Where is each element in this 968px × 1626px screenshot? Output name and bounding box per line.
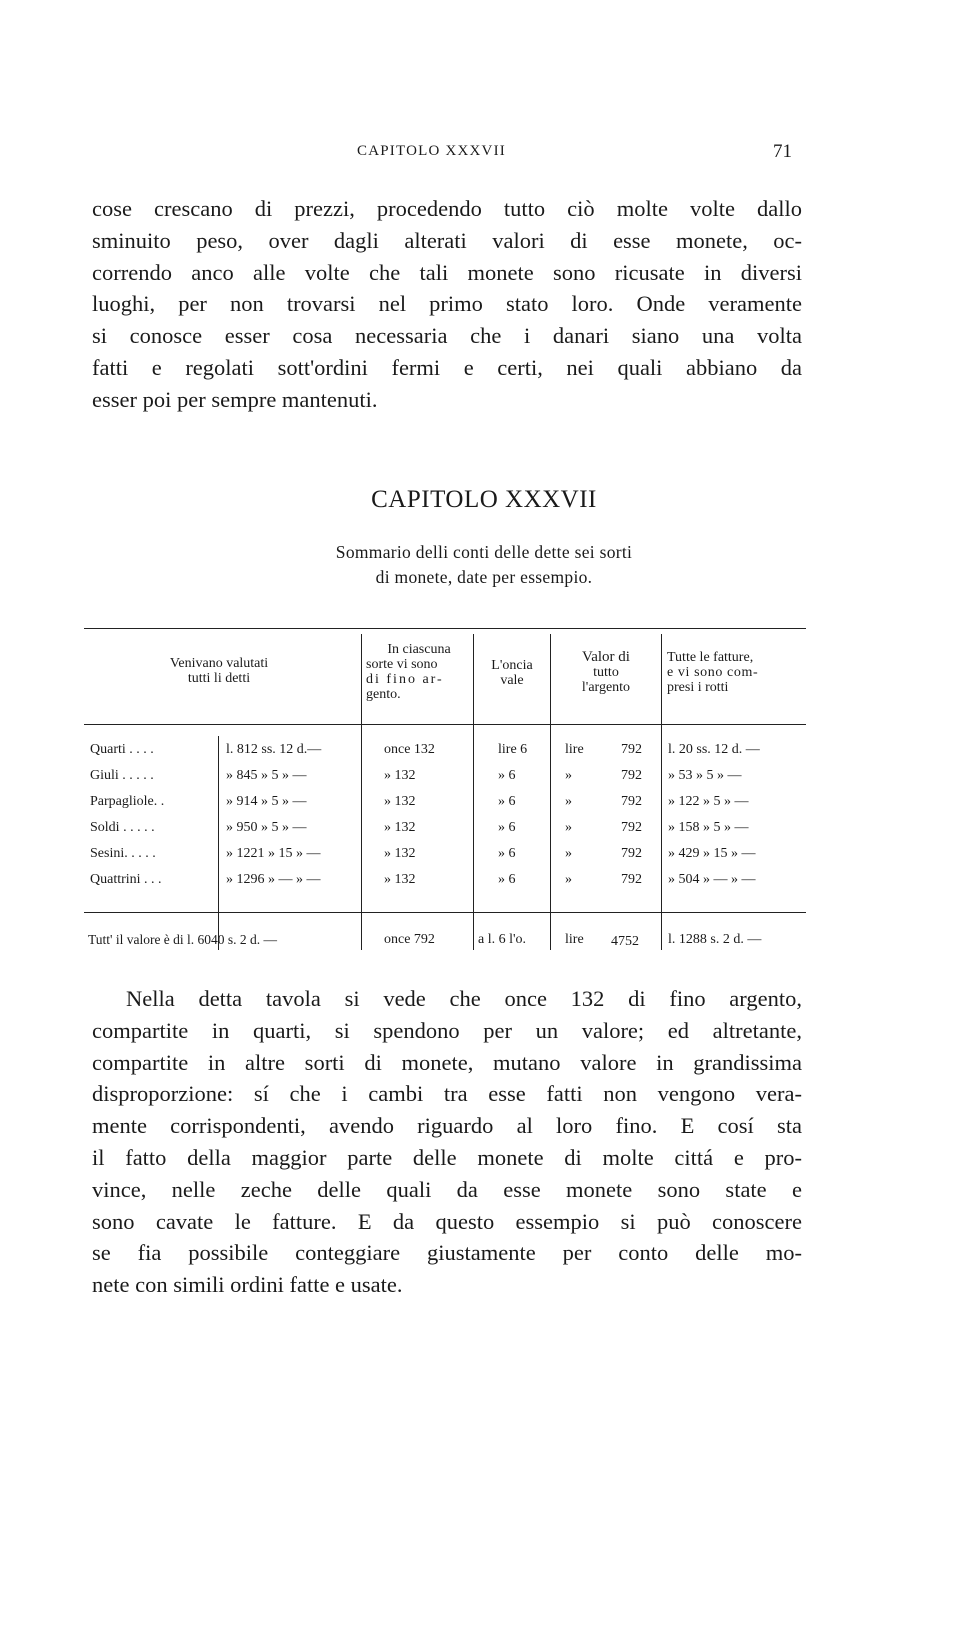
- table-cell-value: 792: [621, 742, 642, 757]
- table-cell-fees: » 53 » 5 » —: [668, 768, 742, 783]
- table-cell-valued: » 1221 » 15 » —: [226, 846, 321, 861]
- table-cell-valued: » 950 » 5 » —: [226, 820, 307, 835]
- table-cell-coin: Sesini. . . . .: [90, 846, 156, 861]
- table-cell-ounces: » 132: [384, 846, 416, 861]
- column-divider: [550, 634, 551, 950]
- table-cell-per-ounce: » 6: [498, 768, 516, 783]
- table-cell-coin: Quarti . . . .: [90, 742, 154, 757]
- total-per-ounce: a l. 6 l'o.: [478, 932, 527, 947]
- text-line: sono cavate le fatture. E da questo essempio si può conoscere: [92, 1208, 802, 1234]
- summary-line: di monete, date per essempio.: [375, 567, 593, 587]
- table-cell-value: 792: [621, 768, 642, 783]
- total-value-unit: lire: [565, 932, 584, 947]
- page-number: 71: [773, 141, 792, 162]
- table-cell-value-unit: »: [565, 846, 572, 861]
- table-cell-ounces: » 132: [384, 794, 416, 809]
- chapter-heading: CAPITOLO XXXVII: [371, 486, 597, 513]
- running-head: [0, 143, 968, 167]
- table-cell-per-ounce: lire 6: [498, 742, 528, 757]
- table-cell-value-unit: »: [565, 768, 572, 783]
- text-line: Nella detta tavola si vede che once 132 di fino argento,: [126, 986, 802, 1011]
- header-col3: L'oncia vale: [491, 658, 533, 688]
- text-line: correndo anco alle volte che tali monete sono ricusate in diversi: [92, 259, 802, 285]
- table-cell-value: 792: [621, 794, 642, 809]
- text-line: esser poi per sempre mantenuti.: [92, 386, 378, 412]
- table-cell-valued: » 914 » 5 » —: [226, 794, 307, 809]
- table-cell-fees: l. 20 ss. 12 d. —: [668, 742, 760, 757]
- table-cell-value: 792: [621, 846, 642, 861]
- total-fees: l. 1288 s. 2 d. —: [668, 932, 762, 947]
- header-col5: Tutte le fatture, e vi sono com- presi i rotti: [667, 650, 759, 695]
- column-divider: [473, 634, 474, 950]
- text-line: sminuito peso, over dagli alterati valori di esse monete, oc-: [92, 227, 802, 253]
- table-cell-value-unit: »: [565, 794, 572, 809]
- table-cell-per-ounce: » 6: [498, 794, 516, 809]
- total-ounces: once 792: [384, 932, 435, 947]
- text-line: disproporzione: sí che i cambi tra esse fatti non vengono vera-: [92, 1081, 802, 1107]
- column-divider: [361, 634, 362, 950]
- table-cell-ounces: » 132: [384, 820, 416, 835]
- header-col1: Venivano valutati tutti li detti: [169, 656, 269, 686]
- table-cell-per-ounce: » 6: [498, 846, 516, 861]
- text-line: mente corrispondenti, avendo riguardo al loro fino. E cosí sta: [92, 1113, 802, 1139]
- column-divider: [218, 736, 219, 950]
- table-cell-valued: l. 812 ss. 12 d.—: [226, 742, 322, 757]
- table-cell-fees: » 122 » 5 » —: [668, 794, 749, 809]
- table-cell-fees: » 504 » — » —: [668, 872, 756, 887]
- total-label: Tutt' il valore è di l. 6040 s. 2 d. —: [88, 932, 278, 947]
- coin-table: [84, 628, 806, 958]
- table-cell-value: 792: [621, 872, 642, 887]
- table-cell-coin: Parpagliole. .: [90, 794, 165, 809]
- table-cell-value-unit: lire: [565, 742, 584, 757]
- table-cell-value-unit: »: [565, 820, 572, 835]
- table-cell-per-ounce: » 6: [498, 872, 516, 887]
- header-bottom-rule: [84, 724, 806, 725]
- chapter-summary: [0, 540, 968, 590]
- text-line: luoghi, per non trovarsi nel primo stato loro. Onde veramente: [92, 291, 802, 317]
- text-line: il fatto della maggior parte delle monete di molte cittá e pro-: [92, 1144, 802, 1170]
- table-cell-valued: » 1296 » — » —: [226, 872, 321, 887]
- summary-line: Sommario delli conti delle dette sei sorti: [335, 542, 633, 562]
- table-cell-fees: » 158 » 5 » —: [668, 820, 749, 835]
- text-line: compartite in quarti, si spendono per un valore; ed altretante,: [92, 1017, 802, 1043]
- table-cell-value: 792: [621, 820, 642, 835]
- header-col4: Valor di tutto l'argento: [581, 649, 631, 695]
- table-cell-valued: » 845 » 5 » —: [226, 768, 307, 783]
- text-line: compartite in altre sorti di monete, mutano valore in grandissima: [92, 1049, 802, 1075]
- column-divider: [661, 634, 662, 950]
- table-cell-fees: » 429 » 15 » —: [668, 846, 756, 861]
- text-line: fatti e regolati sott'ordini fermi e certi, nei quali abbiano da: [92, 354, 802, 380]
- paragraph-1: [92, 193, 802, 416]
- paragraph-2: [92, 983, 802, 1301]
- text-line: vince, nelle zeche delle quali da esse monete sono state e: [92, 1176, 802, 1202]
- table-cell-ounces: once 132: [384, 742, 435, 757]
- table-cell-ounces: » 132: [384, 872, 416, 887]
- text-line: si conosce esser cosa necessaria che i danari siano una volta: [92, 323, 802, 349]
- table-cell-coin: Soldi . . . . .: [90, 820, 155, 835]
- text-line: se fia possibile conteggiare giustamente per conto delle mo-: [92, 1240, 802, 1266]
- table-cell-ounces: » 132: [384, 768, 416, 783]
- table-cell-coin: Giuli . . . . .: [90, 768, 154, 783]
- table-top-rule: [84, 628, 806, 629]
- table-cell-per-ounce: » 6: [498, 820, 516, 835]
- text-line: nete con simili ordini fatte e usate.: [92, 1272, 403, 1298]
- text-line: cose crescano di prezzi, procedendo tutto ciò molte volte dallo: [92, 196, 802, 221]
- header-col2: In ciascuna sorte vi sono di fino ar- gento.: [366, 642, 451, 702]
- running-title: CAPITOLO XXXVII: [357, 143, 506, 159]
- table-cell-value-unit: »: [565, 872, 572, 887]
- total-value: 4752: [611, 934, 639, 949]
- body-bottom-rule: [84, 912, 806, 913]
- table-cell-coin: Quattrini . . .: [90, 872, 162, 887]
